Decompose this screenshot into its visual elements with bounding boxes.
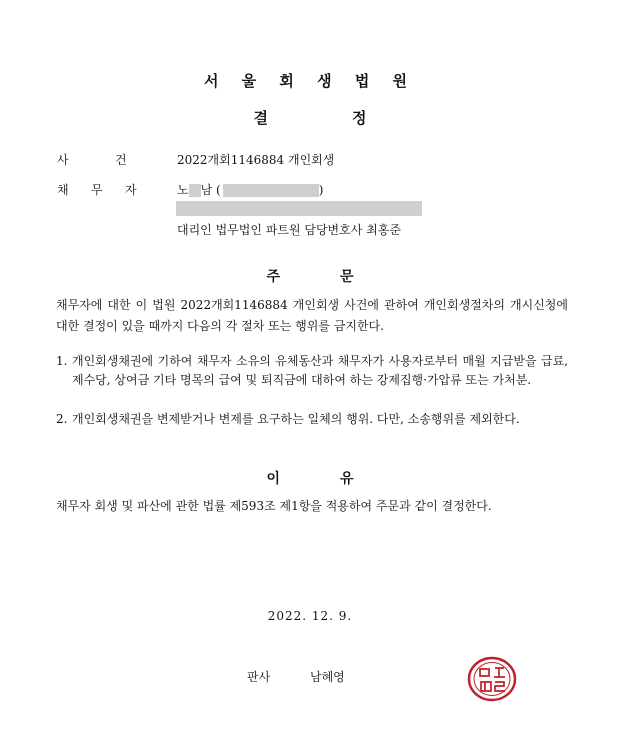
case-label <box>57 151 149 168</box>
redacted-id-block <box>223 184 319 197</box>
redacted-name-block <box>189 184 201 197</box>
order-title <box>0 266 620 286</box>
order-title-char-2: 문 <box>340 269 354 285</box>
debtor-label-char: 무 <box>91 183 103 197</box>
representative: 대리인 법무법인 파트원 담당변호사 최홍준 <box>177 223 401 237</box>
order-title-char-1: 주 <box>266 269 280 285</box>
order-item-number: 1. <box>56 354 68 368</box>
reason-title-char-2: 유 <box>340 471 354 487</box>
reason-title <box>0 468 620 488</box>
debtor-name-close: ) <box>318 183 324 197</box>
order-intro: 채무자에 대한 이 법원 2022개회1146884 개인회생 사건에 관하여 개인회생절차의 개시신청에 대한 결정이 있을 때까지 다음의 각 절차 또는 행위를 금지한다. <box>56 298 568 333</box>
document-type <box>0 107 620 128</box>
debtor-name <box>177 181 323 198</box>
redacted-address-block <box>176 201 422 216</box>
debtor-name-prefix: 노 <box>177 183 189 197</box>
order-item <box>56 410 568 429</box>
case-number: 2022개회1146884 개인회생 <box>177 153 335 167</box>
order-item <box>56 352 568 390</box>
document-type-char-2: 정 <box>352 109 367 127</box>
debtor-label-char: 자 <box>125 183 137 197</box>
decision-date: 2022. 12. 9. <box>267 609 353 623</box>
reason-title-char-1: 이 <box>266 471 280 487</box>
reason-text: 채무자 회생 및 파산에 관한 법률 제593조 제1항을 적용하여 주문과 같이 결정한다. <box>56 499 492 513</box>
case-label-char: 사 <box>57 153 69 167</box>
court-name: 서 울 회 생 법 원 <box>203 72 417 90</box>
case-label-char: 건 <box>115 153 127 167</box>
judge-title: 판사 <box>247 670 271 684</box>
order-item-text: 개인회생채권을 변제받거나 변제를 요구하는 일체의 행위. 다만, 소송행위를 제외한다. <box>72 412 520 426</box>
document-type-char-1: 결 <box>253 109 268 127</box>
judge-name: 남혜영 <box>310 670 345 684</box>
debtor-label <box>57 181 159 198</box>
order-item-number: 2. <box>56 412 68 426</box>
debtor-name-suffix: 남 ( <box>200 183 221 197</box>
debtor-label-char: 채 <box>57 183 69 197</box>
judge-seal-icon <box>466 655 518 703</box>
order-item-text: 개인회생채권에 기하여 채무자 소유의 유체동산과 채무자가 사용자로부터 매월 지급받을 급료, 제수당, 상여금 기타 명목의 급여 및 퇴직금에 대하여 하는 강제집행·가압류 또는 가처분. <box>72 354 568 387</box>
